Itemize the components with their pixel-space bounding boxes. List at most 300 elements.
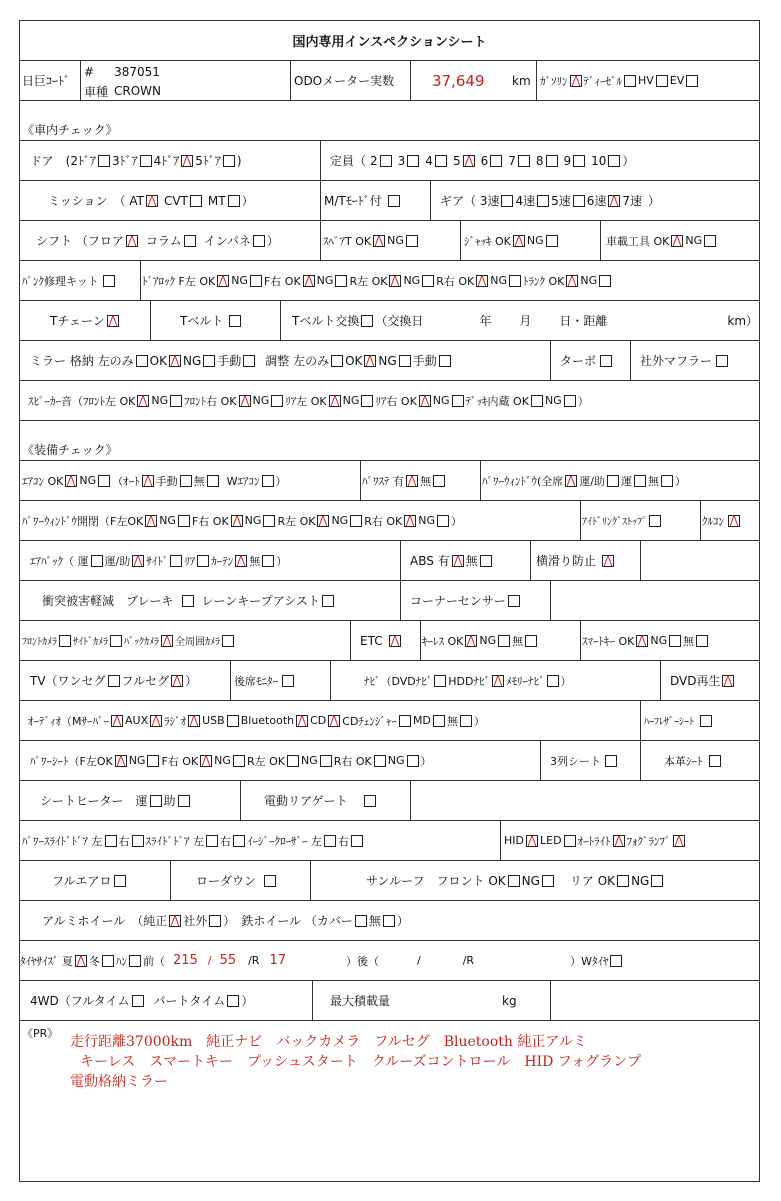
mirror-fold-left-checkbox[interactable]	[136, 355, 148, 367]
doorlock-fr-ng-checkbox[interactable]	[335, 275, 347, 287]
seat-heater-passenger-checkbox[interactable]	[178, 795, 190, 807]
powerwindow-dp-checkbox[interactable]	[607, 475, 619, 487]
shift-column-checkbox[interactable]	[184, 235, 196, 247]
gear-3-checkbox[interactable]	[501, 195, 513, 207]
capacity-6: 6	[480, 153, 489, 168]
doorlock-rl-ng-checkbox[interactable]	[422, 275, 434, 287]
doorlock-trunk-ng-label: NG	[580, 274, 598, 287]
pw-open-rr-ng-label: NG	[418, 514, 435, 527]
capacity-9-checkbox[interactable]	[573, 155, 585, 167]
slide-left-checkbox[interactable]	[206, 835, 218, 847]
pw-open-rl-ng-checkbox[interactable]	[350, 515, 362, 527]
jack-ok-checkbox[interactable]	[513, 235, 525, 247]
powerwindow-all-checkbox[interactable]	[565, 475, 577, 487]
speaker-rl-ok-checkbox[interactable]	[329, 395, 341, 407]
led-checkbox[interactable]	[564, 835, 576, 847]
collision-checkbox[interactable]	[182, 595, 194, 607]
airbag-side-checkbox[interactable]	[170, 555, 182, 567]
doorlock-fl-ok-checkbox[interactable]	[217, 275, 229, 287]
powerwindow-close: ）	[675, 474, 687, 488]
navi-group	[364, 661, 572, 700]
easy-closer-left-checkbox[interactable]	[324, 835, 336, 847]
doorlock-row	[20, 261, 759, 301]
power-slide-left-label: ﾊﾟﾜｰｽﾗｲﾄﾞﾄﾞｱ 左	[22, 834, 103, 848]
timing-row	[20, 301, 759, 341]
model-label: 車種	[84, 84, 109, 99]
fog-lamp-checkbox[interactable]	[673, 835, 685, 847]
leather-label: 本革ｼｰﾄ	[664, 754, 703, 768]
aircon-w-label: Wｴｱｺﾝ	[226, 474, 260, 488]
power-slide-right-checkbox[interactable]	[132, 835, 144, 847]
mission-row	[20, 181, 759, 221]
aero-row	[20, 861, 759, 901]
smartkey-ok-checkbox[interactable]	[636, 635, 648, 647]
keyless-none-checkbox[interactable]	[525, 635, 537, 647]
auto-light-label: ｵｰﾄﾗｲﾄ	[577, 834, 611, 848]
door-3-checkbox[interactable]	[140, 155, 152, 167]
navi-hdd-checkbox[interactable]	[492, 675, 504, 687]
audio-bluetooth-checkbox[interactable]	[296, 715, 308, 727]
door-5-checkbox[interactable]	[223, 155, 235, 167]
alloy-genuine-label: アルミホイール （純正	[42, 914, 168, 928]
dvd-checkbox[interactable]	[722, 675, 734, 687]
power-seat-fr-ok-checkbox[interactable]	[200, 755, 212, 767]
doorlock-group	[142, 261, 613, 300]
mission-cvt-checkbox[interactable]	[190, 195, 202, 207]
half-leather-label: ﾊｰﾌﾚｻﾞｰｼｰﾄ	[644, 717, 694, 728]
speaker-fr-label: ﾌﾛﾝﾄ右 OK	[184, 394, 237, 408]
puncture-checkbox[interactable]	[103, 275, 115, 287]
mission-close: ）	[241, 194, 254, 208]
powerwindow-d-checkbox[interactable]	[634, 475, 646, 487]
alloy-aftermarket-label: 社外	[183, 914, 208, 928]
tv-fullseg-label: フルセグ	[121, 674, 170, 688]
back-camera-checkbox[interactable]	[161, 635, 173, 647]
around-camera-label: 全周囲ｶﾒﾗ	[175, 637, 220, 648]
aircon-auto-checkbox[interactable]	[142, 475, 154, 487]
gear-group	[440, 181, 660, 220]
abs-label: ABS 有	[410, 554, 450, 568]
pr-label: 《PR》	[22, 1027, 59, 1040]
mirror-fold-label: ミラー 格納 左のみ	[30, 354, 134, 368]
airbag-side-label: ｻｲﾄﾞ	[146, 554, 169, 568]
mirror-adj-ok-checkbox[interactable]	[364, 355, 376, 367]
navi-dvd-label: ﾅﾋﾞ（DVDﾅﾋﾞ	[364, 674, 433, 688]
doorlock-fr-ok-checkbox[interactable]	[303, 275, 315, 287]
power-seat-rr-ok-checkbox[interactable]	[374, 755, 386, 767]
tbelt-change-checkbox[interactable]	[361, 315, 373, 327]
capacity-4-checkbox[interactable]	[435, 155, 447, 167]
gear-close: ）	[648, 194, 661, 208]
aircon-ng-checkbox[interactable]	[98, 475, 110, 487]
gear-5-checkbox[interactable]	[573, 195, 585, 207]
seat-heater-row	[20, 781, 759, 821]
shift-group	[36, 221, 279, 260]
airbag-d-checkbox[interactable]	[91, 555, 103, 567]
slide-right-checkbox[interactable]	[233, 835, 245, 847]
keyless-none-label: 無	[512, 634, 524, 648]
fuel-hv-checkbox[interactable]	[656, 75, 668, 87]
w-tire-label: ）Wﾀｲﾔ	[570, 954, 609, 968]
sunroof-front-ok-checkbox[interactable]	[508, 875, 520, 887]
airbag-curtain-checkbox[interactable]	[235, 555, 247, 567]
dvd-group	[670, 661, 736, 700]
doors-close: )	[236, 153, 242, 168]
slide-left-label: ｽﾗｲﾄﾞﾄﾞｱ 左	[145, 834, 204, 848]
corner-sensor-checkbox[interactable]	[508, 595, 520, 607]
power-seat-rr-ng-label: NG	[387, 754, 405, 767]
mission-at-checkbox[interactable]	[146, 195, 158, 207]
powersteer-group	[362, 461, 447, 500]
power-seat-fl-ok-checkbox[interactable]	[115, 755, 127, 767]
speaker-fr-ng-checkbox[interactable]	[271, 395, 283, 407]
tbelt-change-group	[292, 301, 759, 340]
tire-r-label: /R	[248, 954, 260, 967]
dvd-label: DVD再生	[670, 674, 721, 688]
power-seat-rl-label: R左 OK	[246, 754, 285, 768]
spare-ok-checkbox[interactable]	[373, 235, 385, 247]
pw-open-fl-ok-checkbox[interactable]	[145, 515, 157, 527]
alloy-close: ）	[223, 914, 236, 928]
sunroof-rear-ok-checkbox[interactable]	[617, 875, 629, 887]
speaker-rr-ok-checkbox[interactable]	[419, 395, 431, 407]
aircon-label: ｴｱｺﾝ OK	[22, 474, 64, 488]
fuel-hv-label: HV	[638, 74, 654, 87]
aircon-manual-label: 手動	[155, 474, 178, 488]
etc-checkbox[interactable]	[389, 635, 401, 647]
fourwd-full-checkbox[interactable]	[132, 995, 144, 1007]
power-seat-fl-ng-checkbox[interactable]	[147, 755, 159, 767]
mirror-fold-ng-checkbox[interactable]	[203, 355, 215, 367]
sunroof-rear-ng-label: NG	[631, 873, 650, 888]
mirror-group	[30, 341, 453, 380]
doorlock-rr-ng-checkbox[interactable]	[509, 275, 521, 287]
fuel-diesel-checkbox[interactable]	[624, 75, 636, 87]
smartkey-none-checkbox[interactable]	[696, 635, 708, 647]
navi-memory-checkbox[interactable]	[547, 675, 559, 687]
power-seat-rl-ok-checkbox[interactable]	[287, 755, 299, 767]
abs-yes-checkbox[interactable]	[452, 555, 464, 567]
model-line	[84, 82, 161, 100]
jack-ng-checkbox[interactable]	[546, 235, 558, 247]
pr-line-3: 電動格納ミラー	[70, 1074, 168, 1090]
door-4-label: 4ﾄﾞｱ	[153, 154, 180, 168]
capacity-7: 7	[508, 153, 516, 168]
audio-usb-checkbox[interactable]	[227, 715, 239, 727]
lights-group	[504, 821, 687, 860]
leather-checkbox[interactable]	[709, 755, 721, 767]
tire-han-label: ﾊﾝ	[116, 954, 127, 968]
tbelt-checkbox[interactable]	[229, 315, 241, 327]
smartkey-ng-checkbox[interactable]	[669, 635, 681, 647]
rear-monitor-checkbox[interactable]	[282, 675, 294, 687]
camera-row	[20, 621, 759, 661]
rear-gate-group	[264, 781, 378, 820]
speaker-fl-ng-checkbox[interactable]	[170, 395, 182, 407]
navi-dvd-checkbox[interactable]	[434, 675, 446, 687]
aircon-w-checkbox[interactable]	[262, 475, 274, 487]
muffler-checkbox[interactable]	[716, 355, 728, 367]
speaker-rl-ng-checkbox[interactable]	[361, 395, 373, 407]
skid-group	[536, 541, 616, 580]
sunroof-rear-ng-checkbox[interactable]	[651, 875, 663, 887]
mirror-adj-manual-label: 手動	[412, 354, 437, 368]
skid-checkbox[interactable]	[602, 555, 614, 567]
doorlock-fl-ng-label: NG	[231, 274, 248, 287]
fuel-ev-checkbox[interactable]	[686, 75, 698, 87]
mirror-adj-label: 調整 左のみ	[265, 354, 330, 368]
fuel-gasoline-checkbox[interactable]	[570, 75, 582, 87]
interior-heading: 《車内チェック》	[22, 123, 118, 137]
alloy-genuine-checkbox[interactable]	[169, 915, 181, 927]
lowdown-checkbox[interactable]	[264, 875, 276, 887]
audio-none-checkbox[interactable]	[460, 715, 472, 727]
power-seat-fr-ng-checkbox[interactable]	[233, 755, 245, 767]
speaker-fr-ok-checkbox[interactable]	[239, 395, 251, 407]
tv-group	[30, 661, 197, 700]
door-2-checkbox[interactable]	[98, 155, 110, 167]
powerwindow-dp-label: 運/助	[579, 474, 606, 488]
max-load-unit: kg	[502, 993, 517, 1008]
keyless-ok-checkbox[interactable]	[465, 635, 477, 647]
smartkey-group	[582, 621, 710, 660]
front-camera-checkbox[interactable]	[59, 635, 71, 647]
tire-han-checkbox[interactable]	[129, 955, 141, 967]
door-4-checkbox[interactable]	[181, 155, 193, 167]
pw-open-fl-ng-checkbox[interactable]	[178, 515, 190, 527]
speaker-close: ）	[577, 394, 589, 408]
pw-open-rr-ng-checkbox[interactable]	[437, 515, 449, 527]
steel-none-label: 無	[368, 914, 381, 928]
tbelt-year-label: 年	[479, 314, 492, 328]
tools-ng-checkbox[interactable]	[704, 235, 716, 247]
power-slide-right-label: 右	[118, 834, 130, 848]
mirror-fold-ok-checkbox[interactable]	[169, 355, 181, 367]
easy-closer-right-checkbox[interactable]	[351, 835, 363, 847]
spare-ng-checkbox[interactable]	[406, 235, 418, 247]
tbelt-day-label: 日・距離	[559, 314, 608, 328]
audio-mserver-checkbox[interactable]	[111, 715, 123, 727]
tire-winter-label: 冬	[89, 954, 100, 968]
powersteer-yes-checkbox[interactable]	[406, 475, 418, 487]
steel-cover-checkbox[interactable]	[355, 915, 367, 927]
fourwd-part-label: パートタイム	[153, 994, 226, 1008]
pw-open-fr-ok-checkbox[interactable]	[231, 515, 243, 527]
tbelt-change-label: Tベルト交換	[292, 314, 360, 328]
airbag-group	[30, 541, 287, 580]
third-row-checkbox[interactable]	[605, 755, 617, 767]
doorlock-trunk-label: ﾄﾗﾝｸ OK	[523, 274, 565, 288]
mission-group	[48, 181, 254, 220]
mission-label: ミッション （ AT	[48, 194, 144, 208]
sunroof-front-ng-checkbox[interactable]	[542, 875, 554, 887]
speaker-rr-ng-checkbox[interactable]	[452, 395, 464, 407]
powersteer-none-checkbox[interactable]	[433, 475, 445, 487]
pw-open-rl-ng-label: NG	[331, 514, 349, 527]
around-camera-checkbox[interactable]	[222, 635, 234, 647]
tchain-checkbox[interactable]	[107, 315, 119, 327]
aircon-close: ）	[275, 474, 287, 488]
spare-label: ｽﾍﾟｱT OK	[323, 234, 372, 248]
side-camera-checkbox[interactable]	[110, 635, 122, 647]
tv-fullseg-checkbox[interactable]	[171, 675, 183, 687]
audio-aux-label: AUX	[125, 714, 149, 727]
tire-summer-checkbox[interactable]	[75, 955, 87, 967]
spare-ng-label: NG	[387, 234, 404, 247]
spare-group	[323, 221, 420, 260]
pw-open-group	[22, 501, 462, 540]
power-seat-close: ）	[420, 754, 432, 768]
half-leather-checkbox[interactable]	[700, 715, 712, 727]
fourwd-part-checkbox[interactable]	[227, 995, 239, 1007]
gear-6-checkbox[interactable]	[608, 195, 620, 207]
pw-open-close: ）	[451, 514, 462, 528]
speaker-deck-ng-checkbox[interactable]	[564, 395, 576, 407]
side-camera-label: ｻｲﾄﾞｶﾒﾗ	[73, 637, 108, 648]
keyless-ng-checkbox[interactable]	[498, 635, 510, 647]
audio-aux-checkbox[interactable]	[150, 715, 162, 727]
powerwindow-none-checkbox[interactable]	[661, 475, 673, 487]
door-3-label: 3ﾄﾞｱ	[111, 154, 138, 168]
capacity-10: 10	[591, 153, 607, 168]
hid-checkbox[interactable]	[526, 835, 538, 847]
shift-panel-checkbox[interactable]	[253, 235, 265, 247]
airbag-rear-checkbox[interactable]	[197, 555, 209, 567]
smartkey-none-label: 無	[683, 634, 695, 648]
pw-open-fr-label: F右 OK	[191, 514, 229, 528]
mirror-adj-ng-checkbox[interactable]	[399, 355, 411, 367]
airbag-dp-checkbox[interactable]	[132, 555, 144, 567]
speaker-deck-ok-checkbox[interactable]	[531, 395, 543, 407]
auto-light-checkbox[interactable]	[613, 835, 625, 847]
w-tire-checkbox[interactable]	[610, 955, 622, 967]
capacity-8: 8	[535, 153, 544, 168]
power-slide-left-checkbox[interactable]	[105, 835, 117, 847]
audio-bluetooth-label: Bluetooth	[240, 714, 295, 727]
door-5-label: 5ﾄﾞｱ	[195, 154, 221, 168]
capacity-6-checkbox[interactable]	[490, 155, 502, 167]
aircon-ok-checkbox[interactable]	[65, 475, 77, 487]
mt-mode-checkbox[interactable]	[388, 195, 400, 207]
hid-label: HID	[504, 834, 524, 847]
pw-open-fr-ng-checkbox[interactable]	[263, 515, 275, 527]
capacity-4: 4	[425, 153, 433, 168]
shift-floor-checkbox[interactable]	[126, 235, 138, 247]
tools-label: 車載工具 OK	[606, 234, 670, 248]
jack-label: ｼﾞｬｯｷ OK	[464, 234, 511, 248]
tools-group	[606, 221, 718, 260]
aircon-manual-checkbox[interactable]	[180, 475, 192, 487]
capacity-2: 2	[370, 153, 378, 168]
abs-none-checkbox[interactable]	[480, 555, 492, 567]
half-leather-group	[644, 701, 714, 740]
powersteer-none-label: 無	[420, 474, 431, 488]
tv-oneseg-checkbox[interactable]	[108, 675, 120, 687]
pr-section	[20, 1021, 759, 1181]
rear-gate-checkbox[interactable]	[364, 795, 376, 807]
doorlock-trunk-ng-checkbox[interactable]	[599, 275, 611, 287]
puncture-label: ﾊﾟﾝｸ修理キット	[22, 274, 99, 288]
lane-keep-checkbox[interactable]	[322, 595, 334, 607]
cruise-group	[702, 501, 742, 540]
wheel-group	[42, 901, 409, 940]
cruise-checkbox[interactable]	[728, 515, 740, 527]
airbag-rear-label: ﾘｱ	[184, 554, 196, 568]
capacity-group	[330, 141, 634, 180]
seat-heater-driver-checkbox[interactable]	[150, 795, 162, 807]
slide-door-row	[20, 821, 759, 861]
steel-none-checkbox[interactable]	[383, 915, 395, 927]
tire-winter-checkbox[interactable]	[102, 955, 114, 967]
seat-heater-group	[40, 781, 192, 820]
audio-cdchanger-checkbox[interactable]	[399, 715, 411, 727]
airbag-none-checkbox[interactable]	[262, 555, 274, 567]
tire-rear-slash: /	[417, 954, 421, 967]
sunroof-rear-label: リア OK	[569, 874, 616, 888]
speaker-fl-ok-checkbox[interactable]	[137, 395, 149, 407]
audio-md-checkbox[interactable]	[433, 715, 445, 727]
capacity-8-checkbox[interactable]	[546, 155, 558, 167]
audio-cd-checkbox[interactable]	[328, 715, 340, 727]
pw-open-rl-ok-checkbox[interactable]	[317, 515, 329, 527]
mission-mt-checkbox[interactable]	[228, 195, 240, 207]
capacity-7-checkbox[interactable]	[518, 155, 530, 167]
doorlock-fl-ng-checkbox[interactable]	[250, 275, 262, 287]
led-label: LED	[540, 834, 562, 847]
max-load-label: 最大積載量	[330, 994, 391, 1008]
mirror-adj-left-checkbox[interactable]	[331, 355, 343, 367]
tools-ok-checkbox[interactable]	[671, 235, 683, 247]
doorlock-trunk-ok-checkbox[interactable]	[566, 275, 578, 287]
doorlock-rr-ok-checkbox[interactable]	[476, 275, 488, 287]
speaker-fr-ng-label: NG	[252, 394, 270, 407]
capacity-3-checkbox[interactable]	[407, 155, 419, 167]
skid-label: 横滑り防止	[536, 554, 597, 568]
turbo-checkbox[interactable]	[600, 355, 612, 367]
corner-group	[410, 581, 522, 620]
capacity-5-checkbox[interactable]	[463, 155, 475, 167]
collision-label: 衝突被害軽減 ブレーキ	[42, 594, 174, 608]
tv-row	[20, 661, 759, 701]
muffler-group	[640, 341, 730, 380]
audio-close: ）	[473, 714, 485, 728]
mirror-fold-manual-checkbox[interactable]	[243, 355, 255, 367]
collision-row	[20, 581, 759, 621]
capacity-10-checkbox[interactable]	[608, 155, 620, 167]
tbelt-km-label: km）	[727, 314, 759, 328]
powerwindow-d-label: 運	[621, 474, 633, 488]
alloy-aftermarket-checkbox[interactable]	[209, 915, 221, 927]
capacity-2-checkbox[interactable]	[380, 155, 392, 167]
audio-cdchanger-label: CDﾁｪﾝｼﾞｬｰ	[342, 714, 397, 728]
doorlock-rl-ok-checkbox[interactable]	[389, 275, 401, 287]
pw-open-rr-ok-checkbox[interactable]	[404, 515, 416, 527]
power-seat-rl-ng-label: NG	[300, 754, 318, 767]
power-seat-rr-ng-checkbox[interactable]	[407, 755, 419, 767]
fourwd-close: ）	[241, 994, 254, 1008]
aircon-none-checkbox[interactable]	[207, 475, 219, 487]
shift-column-label: コラム	[145, 234, 182, 248]
power-seat-rl-ng-checkbox[interactable]	[320, 755, 332, 767]
sunroof-group	[366, 861, 665, 900]
idle-stop-checkbox[interactable]	[649, 515, 661, 527]
power-seat-fr-label: F右 OK	[161, 754, 199, 768]
fuel-ev-label: EV	[669, 74, 685, 87]
gear-4-checkbox[interactable]	[537, 195, 549, 207]
full-aero-checkbox[interactable]	[114, 875, 126, 887]
audio-radio-checkbox[interactable]	[188, 715, 200, 727]
mirror-adj-manual-checkbox[interactable]	[439, 355, 451, 367]
